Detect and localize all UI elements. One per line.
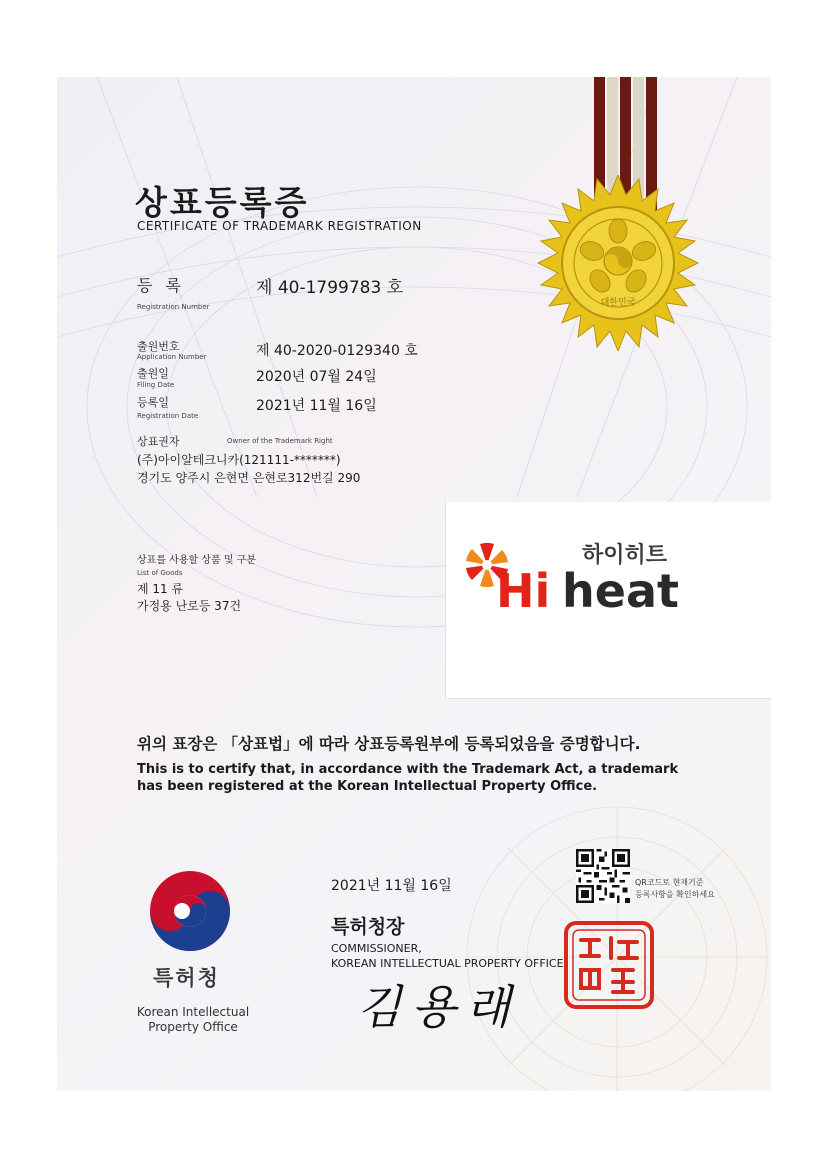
goods-items: 가정용 난로등 37건 (137, 599, 242, 613)
trademark-word-heat: heat (562, 564, 679, 618)
reg-date-label: 등록일 (137, 396, 169, 409)
commissioner-signature: 김용래 (357, 980, 521, 1034)
filing-label-en: Filing Date (137, 381, 175, 389)
title-english: CERTIFICATE OF TRADEMARK REGISTRATION (137, 219, 422, 233)
statement-korean: 위의 표장은 「상표법」에 따라 상표등록원부에 등록되었음을 증명합니다. (137, 735, 641, 753)
application-label: 출원번호 (137, 340, 180, 353)
owner-address: 경기도 양주시 은현면 은현로312번길 290 (137, 471, 361, 485)
certificate-sheet (57, 77, 771, 1091)
registration-number: 제 40-1799783 호 (256, 278, 404, 298)
filing-label: 출원일 (137, 367, 169, 380)
qr-code-icon[interactable] (576, 849, 630, 903)
owner-name: (주)아이알테크니카(121111-*******) (137, 453, 341, 467)
registration-label: 등 록 (137, 276, 185, 295)
application-number: 제 40-2020-0129340 호 (256, 343, 418, 359)
owner-label-en: Owner of the Trademark Right (227, 437, 333, 445)
office-name-korean: 특허청 (153, 966, 220, 990)
trademark-word-hi: Hi (496, 564, 551, 618)
official-red-stamp-icon (563, 920, 655, 1010)
registration-date: 2021년 11월 16일 (256, 398, 377, 414)
gold-seal-icon (530, 175, 706, 351)
goods-class: 제 11 류 (137, 582, 184, 596)
trademark-logo-box (445, 502, 771, 699)
reg-date-label-en: Registration Date (137, 412, 199, 420)
trademark-name-korean: 하이히트 (582, 543, 668, 568)
kipo-taegeuk-emblem-icon (149, 870, 231, 952)
qr-note-line-1: QR코드로 현재기준 (635, 878, 704, 887)
commissioner-title-english-2: KOREAN INTELLECTUAL PROPERTY OFFICE (331, 957, 564, 970)
commissioner-title-english-1: COMMISSIONER, (331, 942, 422, 955)
title-korean: 상표등록증 (135, 183, 310, 222)
seal-text: 대한민국 (600, 298, 636, 308)
owner-label: 상표권자 (137, 435, 180, 448)
application-label-en: Application Number (137, 353, 207, 361)
filing-date: 2020년 07월 24일 (256, 369, 377, 385)
goods-label: 상표를 사용할 상품 및 구분 (137, 555, 256, 566)
goods-label-en: List of Goods (137, 569, 183, 577)
registration-label-en: Registration Number (137, 303, 210, 311)
issue-date: 2021년 11월 16일 (331, 878, 452, 894)
statement-english: This is to certify that, in accordance with the Trademark Act, a trademark has been registered at the Korean Intellectual Property Office. (137, 762, 679, 794)
commissioner-title-korean: 특허청장 (331, 916, 405, 938)
qr-note-line-2: 등록사항을 확인하세요 (635, 890, 715, 899)
office-name-english: Korean Intellectual Property Office (136, 1005, 250, 1034)
